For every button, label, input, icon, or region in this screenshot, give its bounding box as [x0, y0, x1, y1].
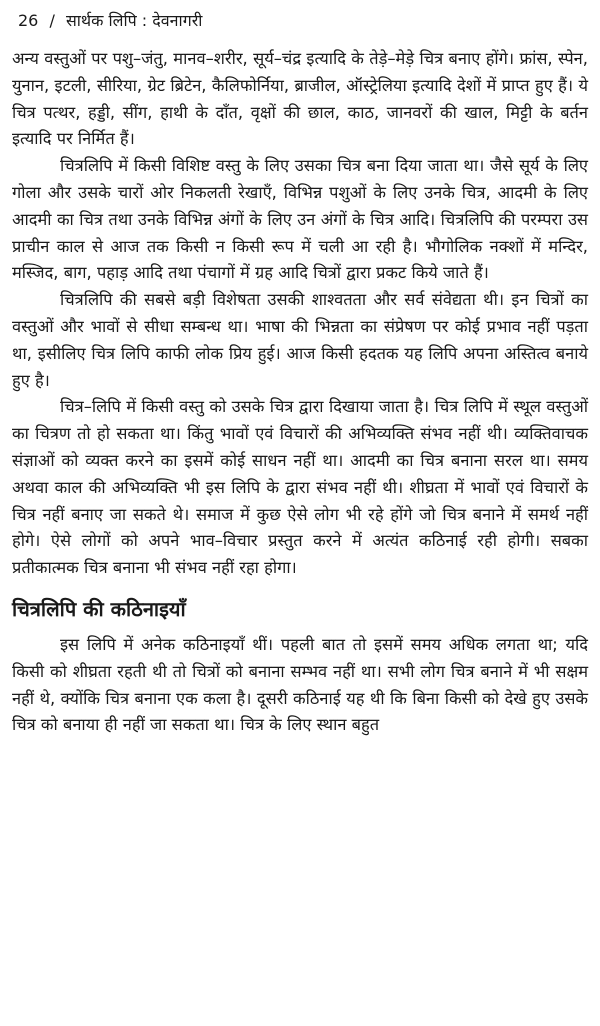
running-header — [18, 10, 588, 46]
paragraph-pictograph-definition: चित्रलिपि में किसी विशिष्ट वस्तु के लिए उसका चित्र बना दिया जाता था। जैसे सूर्य के लिए गोला और उसके चारों ओर निकलती रेखाएँ, विभिन्न पशुओं के लिए उनके चित्र, आदमी के लिए आदमी का चित्र तथा उनके विभिन्न अंगों के लिए उन अंगों के चित्र आदि। चित्रलिपि की परम्परा उस प्राचीन काल से आज तक किसी न किसी रूप में चली आ रही है। भौगोलिक नक्शों में मन्दिर, मस्जिद, बाग, पहाड़ आदि तथा पंचागों में ग्रह आदि चित्रों द्वारा प्रकट किये जाते हैं। — [12, 156, 588, 283]
paragraph-continued: अन्य वस्तुओं पर पशु–जंतु, मानव–शरीर, सूर्य–चंद्र इत्यादि के तेड़े–मेड़े चित्र बनाए होंगे। फ्रांस, स्पेन, युनान, इटली, सीरिया, ग्रेट ब्रिटेन, कैलिफोर्निया, ब्राजील, ऑस्ट्रेलिया इत्यादि देशों में प्राप्त हुए हैं। ये चित्र पत्थर, हड्डी, सींग, हाथी के दाँत, वृक्षों की छाल, काठ, जानवरों की खाल, मिट्टी के बर्तन इत्यादि पर निर्मित हैं। — [12, 49, 588, 149]
section-heading: चित्रलिपि की कठिनाइयाँ — [12, 596, 186, 621]
paragraph-pictograph-features: चित्रलिपि की सबसे बड़ी विशेषता उसकी शाश्वतता और सर्व संवेद्यता थी। इन चित्रों का वस्तुओं और भावों से सीधा सम्बन्ध था। भाषा की भिन्नता का संप्रेषण पर कोई प्रभाव नहीं पड़ता था, इसीलिए चित्र लिपि काफी लोक प्रिय हुई। आज किसी हदतक यह लिपि अपना अस्तित्व बनाये हुए है। — [12, 290, 588, 390]
header-separator: / — [49, 11, 55, 30]
paragraph-pictograph-limits: चित्र–लिपि में किसी वस्तु को उसके चित्र द्वारा दिखाया जाता है। चित्र लिपि में स्थूल वस्तुओं का चित्रण तो हो सकता था। किंतु भावों एवं विचारों की अभिव्यक्ति संभव नहीं थी। व्यक्तिवाचक संज्ञाओं को व्यक्त करने का इसमें कोई साधन नहीं था। आदमी का चित्र बनाना सरल था। समय अथवा काल की अभिव्यक्ति भी इस लिपि के द्वारा संभव नहीं थी। शीघ्रता में भावों एवं विचारों के चित्र नहीं बनाए जा सकते थे। समाज में कुछ ऐसे लोग भी रहे होंगे जो चित्र बनाने में समर्थ नहीं होगे। ऐसे लोगों को अपने भाव–विचार प्रस्तुत करने में अत्यंत कठिनाई रही होगी। सबका प्रतीकात्मक चित्र बनाना भी संभव नहीं रहा होगा। — [12, 397, 588, 578]
page-number: 26 — [18, 11, 39, 30]
running-title: सार्थक लिपि : देवनागरी — [65, 11, 203, 30]
paragraph-difficulties: इस लिपि में अनेक कठिनाइयाँ थीं। पहली बात तो इसमें समय अधिक लगता था; यदि किसी को शीघ्रता रहती थी तो चित्रों को बनाना सम्भव नहीं था। सभी लोग चित्र बनाने में भी सक्षम नहीं थे, क्योंकि चित्र बनाना एक कला है। दूसरी कठिनाई यह थी कि बिना किसी को देखे हुए उसके चित्र को बनाया ही नहीं जा सकता था। चित्र के लिए स्थान बहुत — [12, 634, 588, 735]
